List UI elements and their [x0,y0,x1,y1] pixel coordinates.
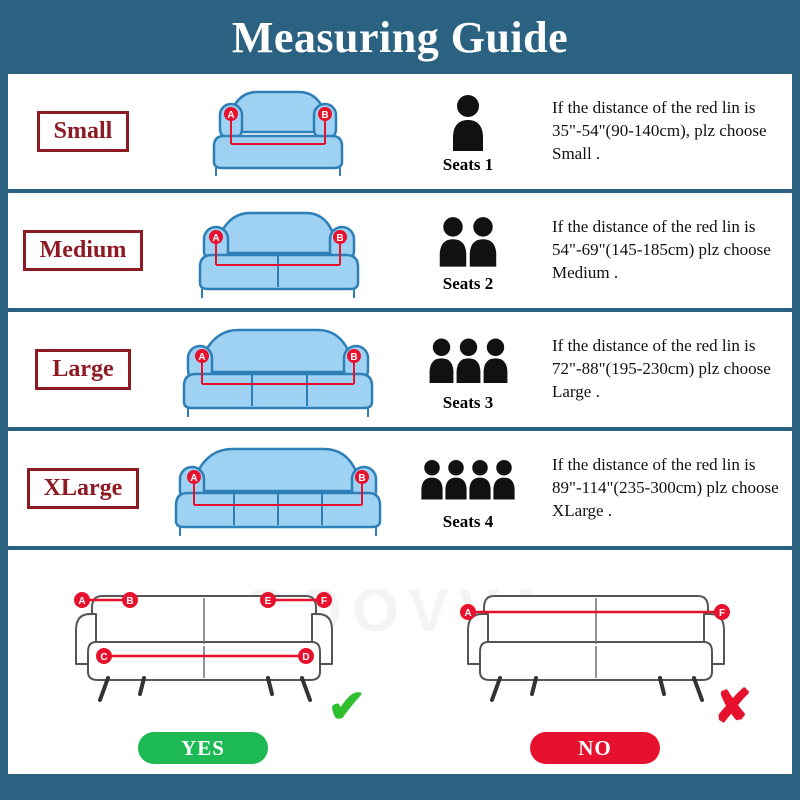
size-badge-cell [8,111,158,152]
incorrect-example [400,550,792,774]
title-bar [0,0,800,74]
yes-badge: YES [138,732,268,764]
correct-example [8,550,400,774]
status-badge: XLarge [27,468,140,509]
svg-text:A: A [78,596,86,607]
table-row [8,193,792,312]
marker-a-label: A [212,232,220,244]
marker-a-label: A [198,351,206,363]
status-badge: Medium [23,230,144,271]
status-badge: Large [35,349,130,390]
status-badge: Small [37,111,130,152]
size-description: If the distance of the red lin is 72"-88"(195-230cm) plz choose Large . [552,336,771,401]
people-icons [438,208,498,270]
cross-icon: ✘ [713,681,752,732]
table-row [8,431,792,550]
size-badge-cell [8,349,158,390]
seats-cell [398,312,538,427]
marker-b-label: B [336,232,344,244]
seats-cell [398,431,538,546]
marker-b-label: B [350,351,358,363]
size-description: If the distance of the red lin is 89"-114"(235-300cm) plz choose XLarge . [552,455,779,520]
comparison-panel [8,550,792,774]
marker-a-label: A [190,472,198,484]
size-badge-cell [8,468,158,509]
svg-text:C: C [100,652,108,663]
size-rows [8,74,792,550]
marker-b-label: B [321,109,329,121]
marker-b-label: B [358,472,366,484]
people-icons [428,327,509,389]
page-title: Measuring Guide [231,12,569,62]
armchair-icon [158,74,398,189]
seats-cell [398,193,538,308]
sofa-3-seat-icon [158,312,398,427]
check-icon: ✔ [327,681,366,732]
svg-text:D: D [302,652,310,663]
size-description: If the distance of the red lin is 35"-54"(90-140cm), plz choose Small . [552,98,767,163]
people-icons [420,446,516,508]
seats-label: Seats 4 [442,511,494,531]
svg-text:B: B [126,596,134,607]
svg-text:A: A [464,608,472,619]
loveseat-icon [158,193,398,308]
seats-label: Seats 1 [442,154,494,174]
size-badge-cell [8,230,158,271]
seats-label: Seats 3 [442,392,494,412]
size-description: If the distance of the red lin is 54"-69"(145-185cm) plz choose Medium . [552,217,771,282]
svg-text:F: F [320,596,328,607]
seats-label: Seats 2 [442,273,494,293]
no-badge: NO [530,732,660,764]
table-row [8,312,792,431]
seats-cell [398,74,538,189]
people-icons [451,89,485,151]
marker-a-label: A [227,109,235,121]
table-row [8,74,792,193]
sofa-4-seat-icon [158,431,398,546]
svg-text:E: E [264,596,272,607]
svg-text:F: F [718,608,726,619]
